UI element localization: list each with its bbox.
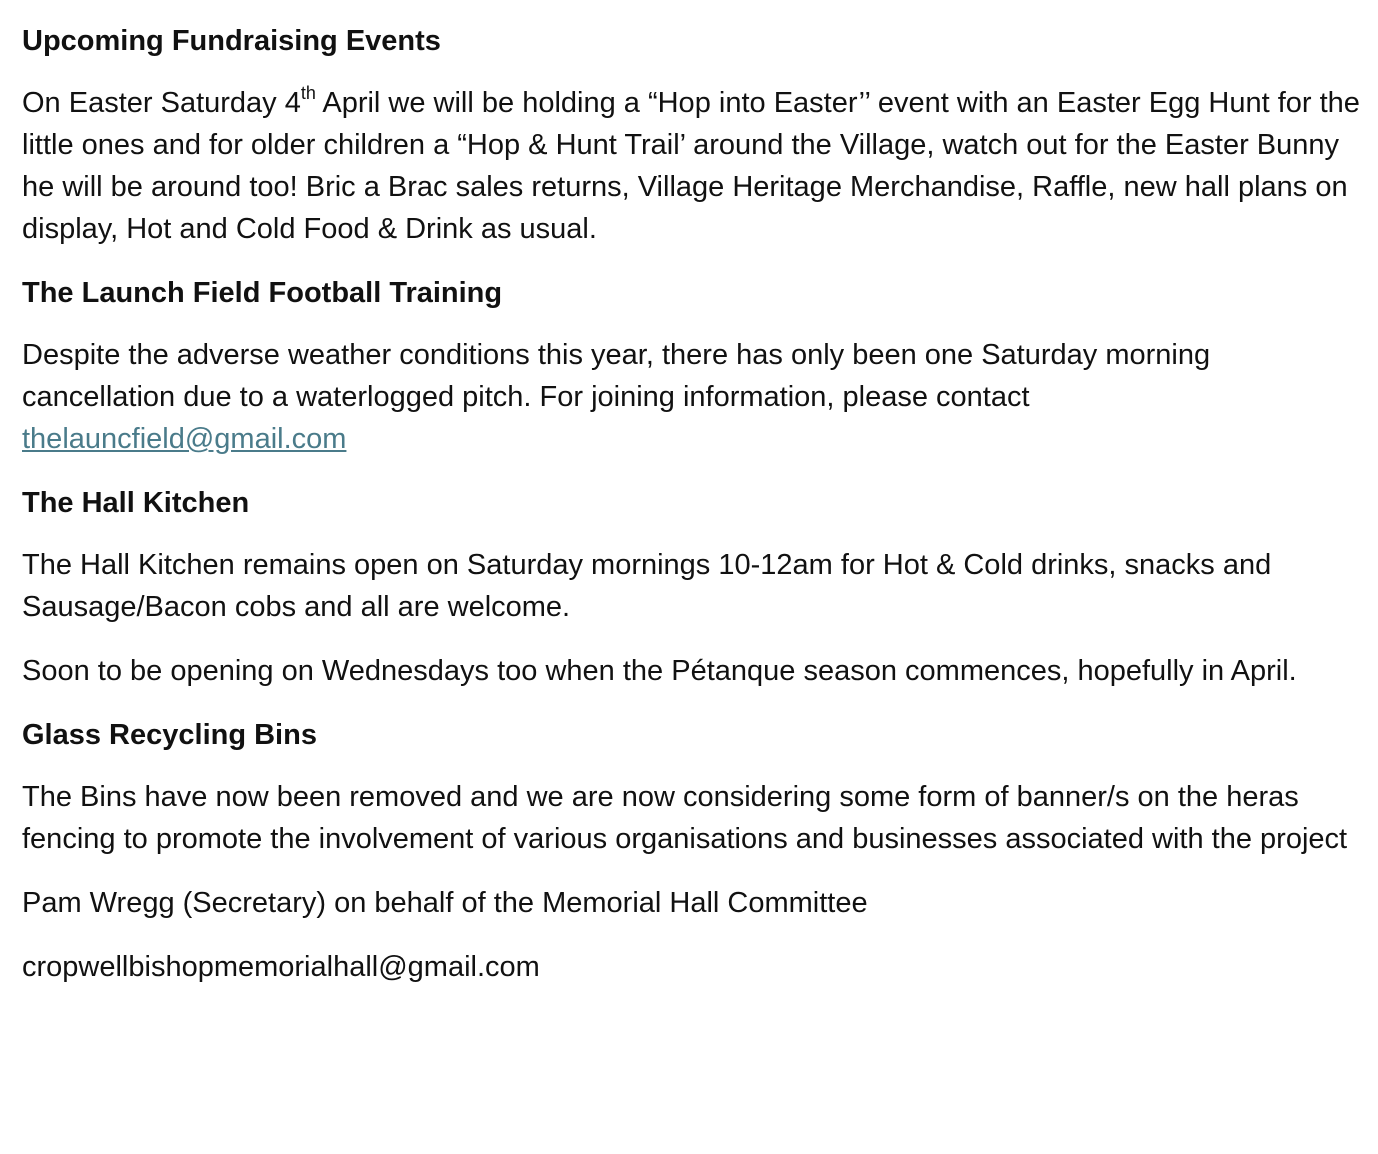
football-paragraph [22,334,1366,460]
contact-email-text: cropwellbishopmemorialhall@gmail.com [22,951,540,983]
fundraising-text-rest: April we will be holding a “Hop into Easter’’ event with an Easter Egg Hunt for the little ones and for older children a “Hop & Hunt Trail’ around the Village, watch out for the Easter Bunny he will be around too! Bric a Brac sales returns, Village Heritage Merchandise, Raffle, new hall plans on display, Hot and Cold Food & Drink as usual. [22,87,1360,245]
football-email-link[interactable]: thelauncfield@gmail.com [22,423,347,455]
kitchen-paragraph-2: Soon to be opening on Wednesdays too when the Pétanque season commences, hopefully in April. [22,655,1297,687]
recycling-paragraph: The Bins have now been removed and we are now considering some form of banner/s on the heras fencing to promote the involvement of various organisations and businesses associated with the project [22,781,1348,855]
ordinal-suffix: th [300,83,316,104]
fundraising-paragraph [22,82,1366,250]
fundraising-text-start: On Easter Saturday 4 [22,87,301,119]
section-heading-kitchen: The Hall Kitchen [22,487,250,519]
section-heading-football: The Launch Field Football Training [22,277,503,309]
signoff-text: Pam Wregg (Secretary) on behalf of the Memorial Hall Committee [22,887,868,919]
kitchen-paragraph-1: The Hall Kitchen remains open on Saturday mornings 10-12am for Hot & Cold drinks, snacks and Sausage/Bacon cobs and all are welcome. [22,549,1272,623]
football-text: Despite the adverse weather conditions this year, there has only been one Saturday morning cancellation due to a waterlogged pitch. For joining information, please contact [22,339,1211,413]
section-heading-recycling: Glass Recycling Bins [22,719,317,751]
section-heading-fundraising: Upcoming Fundraising Events [22,25,441,57]
